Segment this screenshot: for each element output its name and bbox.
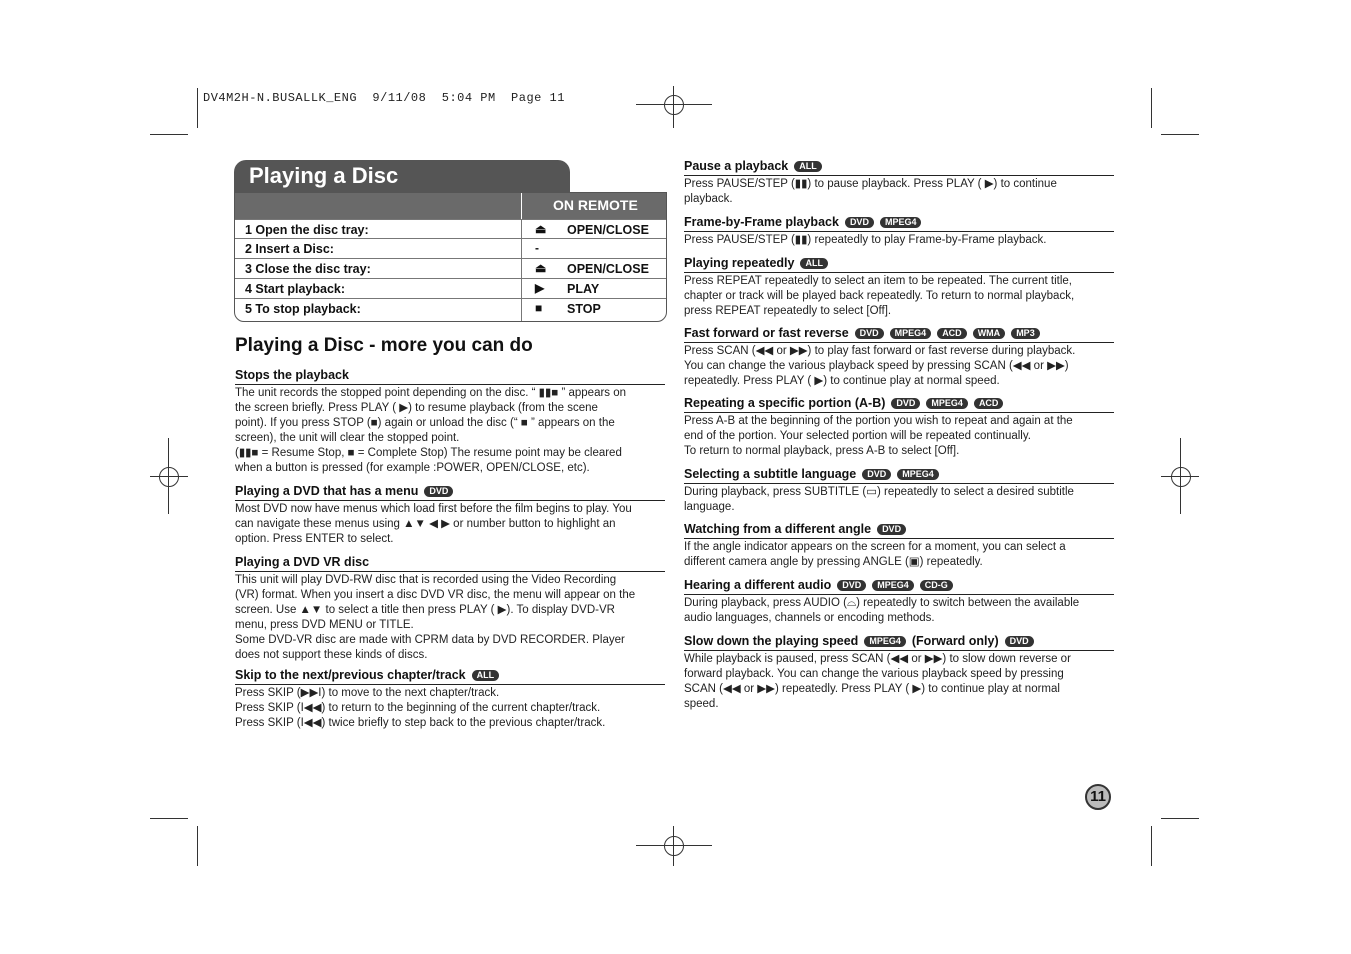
section-heading-text: Stops the playback: [235, 368, 349, 382]
format-badge: DVD: [891, 398, 920, 409]
body-line: SCAN (◀◀ or ▶▶) repeatedly. Press PLAY ( ▶) to continue play at normal: [684, 683, 1060, 695]
section-heading-text: Skip to the next/previous chapter/track: [235, 668, 466, 682]
section-heading: [684, 326, 1114, 343]
remote-table-header: [235, 193, 666, 219]
body-line: forward playback. You can change the various playback speed by pressing: [684, 668, 1064, 680]
section-heading-text: Repeating a specific portion (A-B): [684, 396, 886, 410]
body-line: option. Press ENTER to select.: [235, 533, 394, 545]
format-badge: DVD: [845, 217, 874, 228]
body-line: The unit records the stopped point depending on the disc. “ ▮▮■ ” appears on: [235, 387, 627, 399]
section-body: [235, 686, 675, 731]
section-heading-text: Selecting a subtitle language: [684, 467, 857, 481]
section-heading-text: Slow down the playing speed: [684, 634, 859, 648]
format-badge: MPEG4: [926, 398, 968, 409]
body-line: speed.: [684, 698, 719, 710]
section-heading-text: Playing a DVD that has a menu: [235, 484, 419, 498]
registration-mark: [1171, 467, 1191, 487]
format-badge: MPEG4: [897, 469, 939, 480]
format-badge: DVD: [877, 524, 906, 535]
step-label: 4 Start playback:: [245, 282, 346, 296]
format-badge: ALL: [472, 670, 500, 681]
section-body: [684, 540, 1124, 570]
step-label: 1 Open the disc tray:: [245, 223, 369, 237]
remote-table: [234, 192, 667, 322]
section-body: [684, 485, 1124, 515]
format-badge: ALL: [800, 258, 828, 269]
step-label: 5 To stop playback:: [245, 302, 361, 316]
section-heading-text: Playing a DVD VR disc: [235, 555, 370, 569]
format-badge: DVD: [837, 580, 866, 591]
registration-mark: [673, 826, 674, 866]
crop-mark: [150, 134, 188, 135]
heading-suffix: (Forward only): [911, 634, 999, 648]
section-heading: [684, 215, 1114, 232]
section-heading: [684, 578, 1114, 595]
body-line: To return to normal playback, press A-B to select [Off].: [684, 445, 960, 457]
section-heading-text: Pause a playback: [684, 159, 789, 173]
body-line: repeatedly. Press PLAY ( ▶) to continue play at normal speed.: [684, 375, 1000, 387]
section-heading-text: Hearing a different audio: [684, 578, 832, 592]
section-body: [684, 596, 1124, 626]
section-heading: [684, 634, 1114, 651]
body-line: Press SCAN (◀◀ or ▶▶) to play fast forward or fast reverse during playback.: [684, 345, 1076, 357]
body-line: screen), the unit will clear the stopped point.: [235, 432, 460, 444]
body-line: Some DVD-VR disc are made with CPRM data by DVD RECORDER. Player: [235, 634, 625, 646]
table-row: [235, 258, 666, 279]
format-badge: WMA: [973, 328, 1006, 339]
format-badge: MP3: [1011, 328, 1040, 339]
section-body: [684, 274, 1124, 319]
body-line: This unit will play DVD-RW disc that is recorded using the Video Recording: [235, 574, 617, 586]
body-line: can navigate these menus using ▲▼ ◀ ▶ or number button to highlight an: [235, 518, 616, 530]
body-line: menu, press DVD MENU or TITLE.: [235, 619, 414, 631]
registration-mark: [673, 86, 674, 128]
section-heading: [235, 368, 665, 385]
registration-mark: [150, 476, 188, 477]
body-line: does not support these kinds of discs.: [235, 649, 428, 661]
section-heading-text: Fast forward or fast reverse: [684, 326, 849, 340]
section-heading: [684, 256, 1114, 273]
section-heading: [684, 159, 1114, 176]
format-badge: MPEG4: [872, 580, 914, 591]
section-body: [684, 233, 1124, 248]
format-badge: MPEG4: [864, 636, 906, 647]
section-body: [235, 502, 675, 547]
action-label: OPEN/CLOSE: [567, 262, 649, 276]
crop-mark: [197, 88, 198, 128]
crop-mark: [1151, 826, 1152, 866]
body-line: chapter or track will be played back repeatedly. To return to normal playback,: [684, 290, 1075, 302]
body-line: different camera angle by pressing ANGLE (▣) repeatedly.: [684, 556, 983, 568]
section-body: [684, 414, 1124, 459]
body-line: Press SKIP (I◀◀) twice briefly to step back to the previous chapter/track.: [235, 717, 606, 729]
registration-mark: [664, 95, 684, 115]
registration-mark: [1180, 438, 1181, 514]
action-label: OPEN/CLOSE: [567, 223, 649, 237]
crop-mark: [150, 818, 188, 819]
print-header: DV4M2H-N.BUSALLK_ENG 9/11/08 5:04 PM Page 11: [203, 91, 565, 105]
format-badge: ALL: [794, 161, 822, 172]
table-row: [235, 278, 666, 299]
title-bar: [234, 160, 570, 193]
section-heading: [235, 668, 665, 685]
section-heading: [684, 522, 1114, 539]
body-line: audio languages, channels or encoding methods.: [684, 612, 935, 624]
body-line: Most DVD now have menus which load first before the film begins to play. You: [235, 503, 632, 515]
format-badge: DVD: [855, 328, 884, 339]
table-row: [235, 219, 666, 239]
section-body: [684, 344, 1124, 389]
section-heading-text: Frame-by-Frame playback: [684, 215, 839, 229]
format-badge: DVD: [1005, 636, 1034, 647]
registration-mark: [168, 438, 169, 514]
body-line: Press PAUSE/STEP (▮▮) to pause playback. Press PLAY ( ▶) to continue: [684, 178, 1057, 190]
body-line: You can change the various playback speed by pressing SCAN (◀◀ or ▶▶): [684, 360, 1069, 372]
format-badge: CD-G: [920, 580, 953, 591]
registration-mark: [636, 845, 712, 846]
stop-icon: ■: [535, 301, 543, 315]
body-line: Press PAUSE/STEP (▮▮) repeatedly to play Frame-by-Frame playback.: [684, 234, 1047, 246]
section-heading: [235, 484, 665, 501]
on-remote-label: ON REMOTE: [553, 197, 638, 213]
section-heading: [684, 467, 1114, 484]
body-line: the screen briefly. Press PLAY ( ▶) to resume playback (from the scene: [235, 402, 598, 414]
section-heading: [235, 555, 665, 572]
body-line: Press A-B at the beginning of the portion you wish to repeat and again at the: [684, 415, 1073, 427]
section-body: [684, 177, 1124, 207]
section-heading: [684, 396, 1114, 413]
body-line: when a button is pressed (for example :POWER, OPEN/CLOSE, etc).: [235, 462, 590, 474]
format-badge: DVD: [862, 469, 891, 480]
body-line: While playback is paused, press SCAN (◀◀ or ▶▶) to slow down reverse or: [684, 653, 1071, 665]
section-body: [684, 652, 1124, 712]
step-label: 2 Insert a Disc:: [245, 242, 334, 256]
action-label: PLAY: [567, 282, 600, 296]
format-badge: MPEG4: [880, 217, 922, 228]
body-line: press REPEAT repeatedly to select [Off].: [684, 305, 892, 317]
format-badge: ACD: [974, 398, 1004, 409]
step-label: 3 Close the disc tray:: [245, 262, 371, 276]
eject-icon: ⏏: [535, 222, 547, 236]
format-badge: MPEG4: [890, 328, 932, 339]
body-line: language.: [684, 501, 735, 513]
body-line: Press SKIP (▶▶I) to move to the next chapter/track.: [235, 687, 500, 699]
section-body: [235, 386, 675, 476]
page-number: 11: [1085, 784, 1111, 810]
action-label: STOP: [567, 302, 601, 316]
body-line: screen. Use ▲▼ to select a title then press PLAY ( ▶). To display DVD-VR: [235, 604, 615, 616]
table-row: [235, 238, 666, 259]
dash: -: [535, 241, 539, 255]
body-line: During playback, press SUBTITLE (▭) repeatedly to select a desired subtitle: [684, 486, 1074, 498]
body-line: During playback, press AUDIO (⌓) repeatedly to switch between the available: [684, 597, 1080, 609]
section-title: Playing a Disc - more you can do: [235, 335, 533, 356]
body-line: playback.: [684, 193, 733, 205]
format-badge: ACD: [937, 328, 967, 339]
section-heading-text: Watching from a different angle: [684, 522, 872, 536]
body-line: (VR) format. When you insert a disc DVD VR disc, the menu will appear on the: [235, 589, 636, 601]
crop-mark: [1161, 818, 1199, 819]
crop-mark: [197, 826, 198, 866]
body-line: end of the portion. Your selected portion will be repeated continually.: [684, 430, 1031, 442]
body-line: point). If you press STOP (■) again or unload the disc (“ ■ ” appears on the: [235, 417, 615, 429]
body-line: (▮▮■ = Resume Stop, ■ = Complete Stop) The resume point may be cleared: [235, 447, 622, 459]
eject-icon: ⏏: [535, 261, 547, 275]
crop-mark: [1151, 88, 1152, 128]
crop-mark: [1161, 134, 1199, 135]
page-title: Playing a Disc: [249, 163, 399, 188]
body-line: If the angle indicator appears on the screen for a moment, you can select a: [684, 541, 1066, 553]
play-icon: ▶: [535, 281, 545, 295]
table-row: [235, 298, 666, 322]
registration-mark: [664, 836, 684, 856]
registration-mark: [636, 104, 712, 105]
registration-mark: [159, 467, 179, 487]
body-line: Press REPEAT repeatedly to select an item to be repeated. The current title,: [684, 275, 1073, 287]
body-line: Press SKIP (I◀◀) to return to the beginning of the current chapter/track.: [235, 702, 601, 714]
format-badge: DVD: [424, 486, 453, 497]
section-heading-text: Playing repeatedly: [684, 256, 795, 270]
section-body: [235, 573, 675, 663]
